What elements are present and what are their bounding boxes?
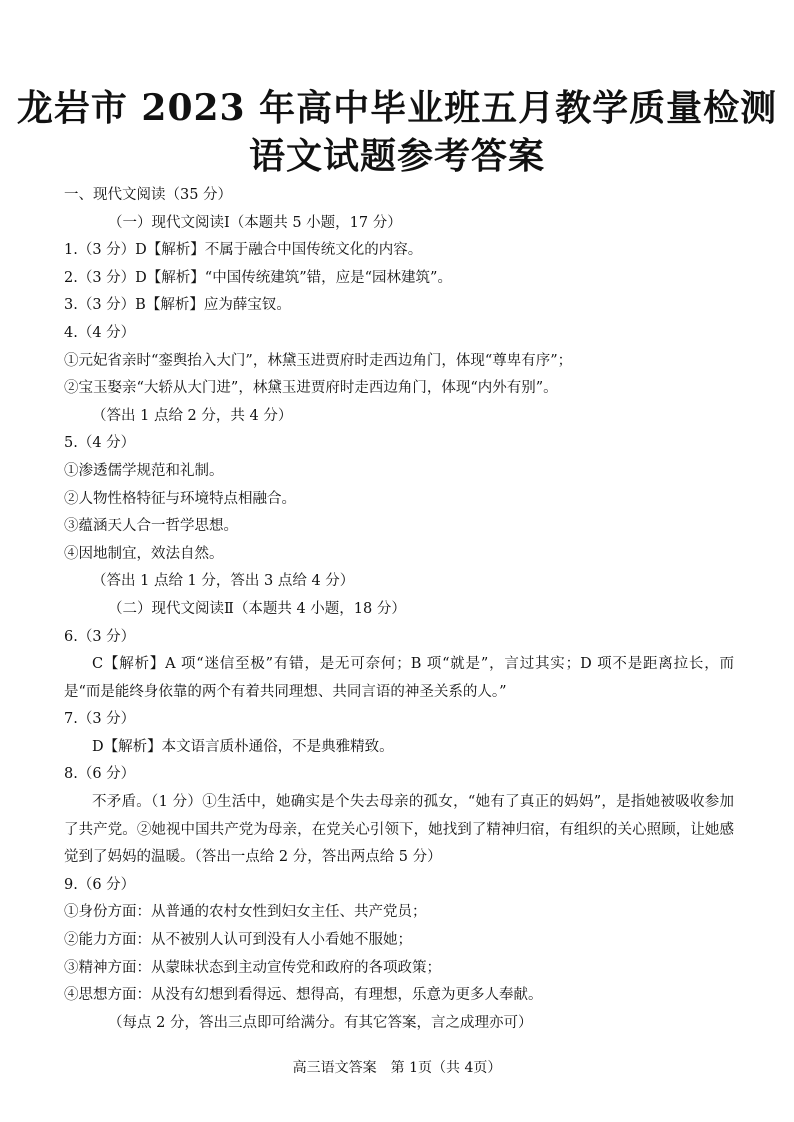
answer-point: ①元妃省亲时“銮舆抬入大门”，林黛玉进贾府时走西边角门，体现“尊卑有序”；	[64, 352, 573, 369]
answer-item: 1.（3 分）D【解析】不属于融合中国传统文化的内容。	[64, 242, 423, 259]
question-number: 7.（3 分）	[64, 711, 136, 728]
subsection-heading: （二）现代文阅读Ⅱ（本题共 4 小题，18 分）	[108, 600, 406, 617]
answer-point: ③蕴涵天人合一哲学思想。	[64, 518, 238, 535]
question-number: 5.（4 分）	[64, 435, 136, 452]
answer-point: ③精神方面：从蒙昧状态到主动宣传党和政府的各项政策；	[64, 959, 441, 976]
answer-paragraph: C【解析】A 项“迷信至极”有错，是无可奈何；B 项“就是”，言过其实；D 项不是距离拉长，而是“而是能终身依靠的两个有着共同理想、共同言语的神圣关系的人。”	[64, 656, 734, 700]
answer-item: 2.（3 分）D【解析】“中国传统建筑”错，应是“园林建筑”。	[64, 269, 452, 286]
page-footer: 高三语文答案 第 1页（共 4页）	[292, 1060, 502, 1076]
answer-paragraph: 不矛盾。（1 分）①生活中，她确实是个失去母亲的孤女，“她有了真正的妈妈”，是指她被吸收参加了共产党。②她视中国共产党为母亲，在党关心引领下，她找到了精神归宿，有组织的关心照顾，让她感觉到了妈妈的温暖。（答出一点给 2 分，答出两点给 5 分）	[64, 794, 734, 866]
scoring-note: （答出 1 点给 1 分，答出 3 点给 4 分）	[92, 573, 355, 590]
question-number: 6.（3 分）	[64, 628, 136, 645]
answer-body	[64, 182, 734, 1037]
question-number: 8.（6 分）	[64, 766, 136, 783]
answer-item: D【解析】本文语言质朴通俗，不是典雅精致。	[92, 738, 394, 755]
answer-point: ④思想方面：从没有幻想到看得远、想得高，有理想，乐意为更多人奉献。	[64, 987, 543, 1004]
answer-point: ①渗透儒学规范和礼制。	[64, 462, 224, 479]
answer-item: 3.（3 分）B【解析】应为薛宝钗。	[64, 297, 291, 314]
scoring-note: （每点 2 分，答出三点即可给满分。有其它答案，言之成理亦可）	[108, 1014, 533, 1031]
answer-point: ②宝玉娶亲“大轿从大门进”，林黛玉进贾府时走西边角门，体现“内外有别”。	[64, 380, 558, 397]
answer-point: ②人物性格特征与环境特点相融合。	[64, 490, 296, 507]
answer-point: ④因地制宜，效法自然。	[64, 545, 224, 562]
subsection-heading: （一）现代文阅读Ⅰ（本题共 5 小题，17 分）	[108, 214, 402, 231]
answer-point: ②能力方面：从不被别人认可到没有人小看她不服她；	[64, 932, 412, 949]
document-title: 龙岩市 2023 年高中毕业班五月教学质量检测	[16, 87, 778, 129]
question-number: 9.（6 分）	[64, 876, 136, 893]
answer-point: ①身份方面：从普通的农村女性到妇女主任、共产党员；	[64, 904, 427, 921]
document-subtitle: 语文试题参考答案	[248, 135, 545, 177]
scoring-note: （答出 1 点给 2 分，共 4 分）	[92, 407, 293, 424]
section-heading: 一、现代文阅读（35 分）	[64, 187, 233, 203]
question-number: 4.（4 分）	[64, 324, 136, 341]
